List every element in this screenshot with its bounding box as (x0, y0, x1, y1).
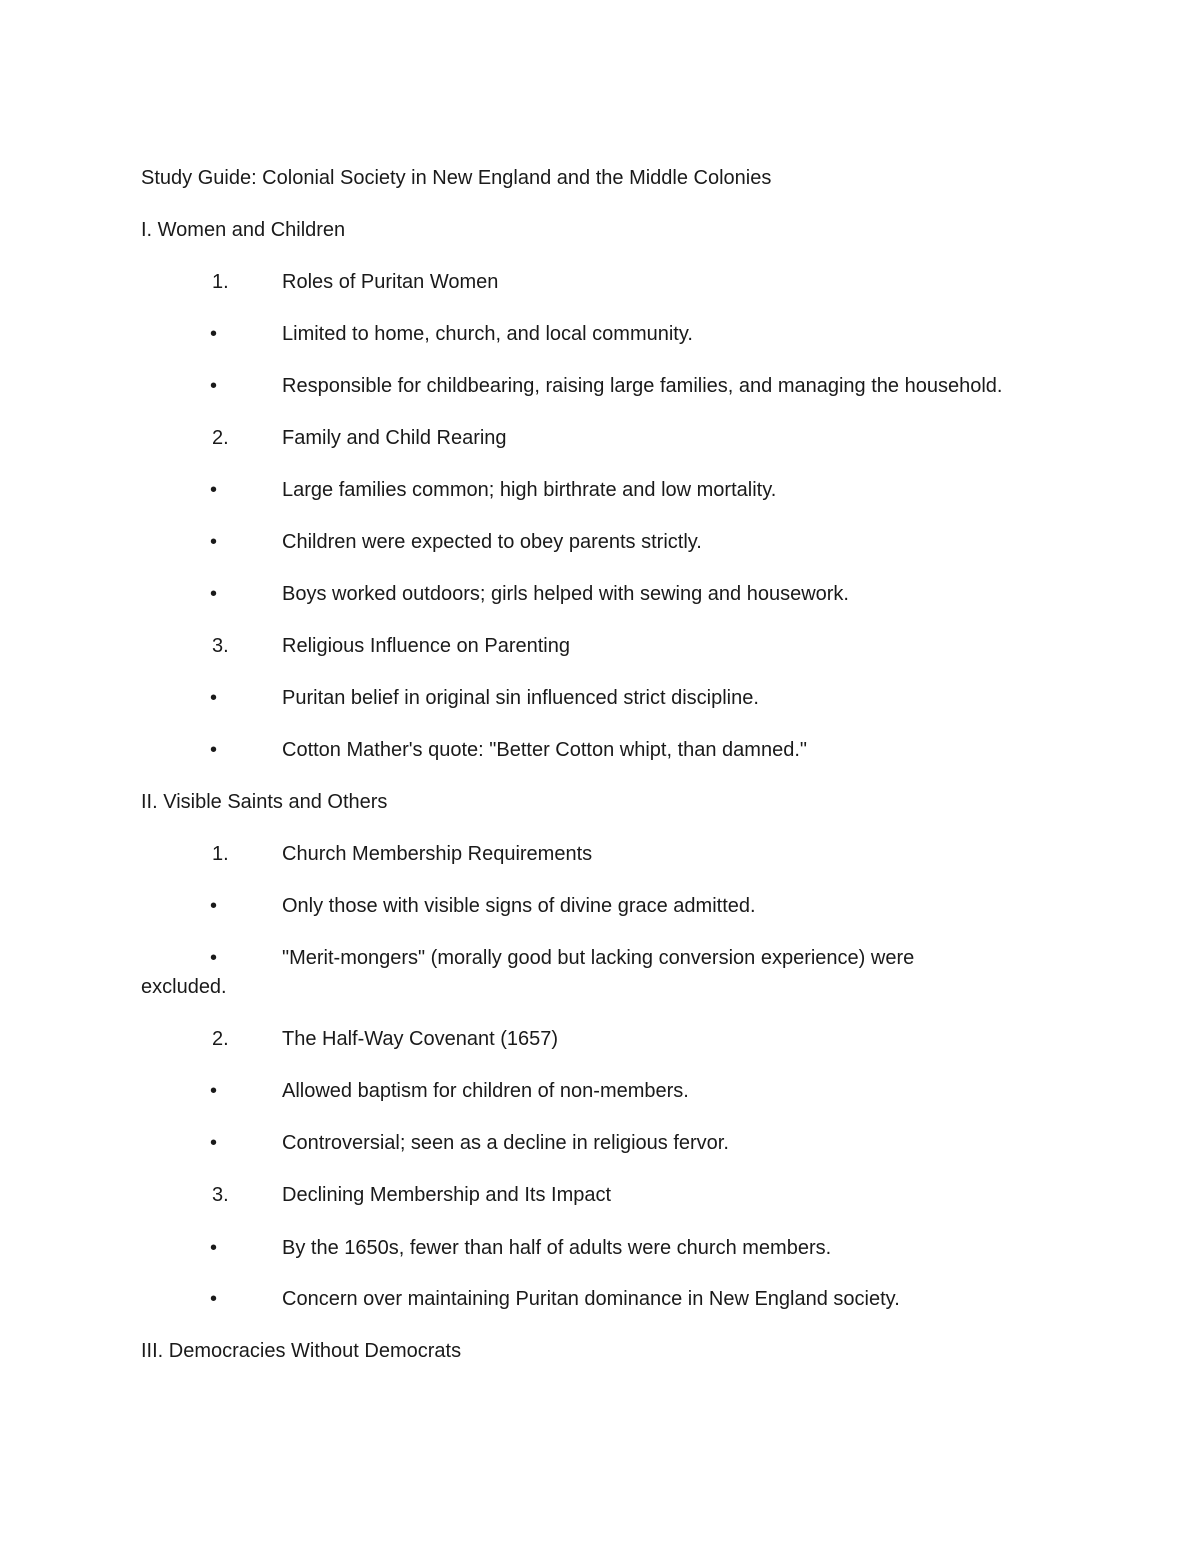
section-heading: I. Women and Children (141, 219, 346, 241)
bullet: • (210, 323, 218, 345)
list-number: 1. (212, 843, 229, 865)
list-item-text: Religious Influence on Parenting (282, 635, 570, 657)
list-item-text: Limited to home, church, and local community. (282, 323, 693, 345)
list-item-text: Allowed baptism for children of non-members. (282, 1080, 689, 1102)
section-heading: III. Democracies Without Democrats (141, 1340, 462, 1362)
bullet: • (210, 375, 218, 397)
bullet: • (210, 583, 218, 605)
bullet: • (210, 1237, 218, 1259)
bullet: • (210, 739, 218, 761)
bullet: • (210, 1080, 218, 1102)
list-item-text: Controversial; seen as a decline in religious fervor. (282, 1132, 729, 1154)
list-item-text: Only those with visible signs of divine grace admitted. (282, 895, 756, 917)
bullet: • (210, 479, 218, 501)
list-item-text: Roles of Puritan Women (282, 271, 499, 293)
list-item-text: Church Membership Requirements (282, 843, 593, 865)
bullet: • (210, 1288, 218, 1310)
bullet: • (210, 531, 218, 553)
list-item-text: "Merit-mongers" (morally good but lacking conversion experience) were (282, 947, 915, 969)
bullet: • (210, 895, 218, 917)
list-item-text: Boys worked outdoors; girls helped with sewing and housework. (282, 583, 849, 605)
list-item-text: Family and Child Rearing (282, 427, 507, 449)
list-item-text: Declining Membership and Its Impact (282, 1184, 612, 1206)
list-number: 2. (212, 1028, 229, 1050)
list-item-text: Large families common; high birthrate and low mortality. (282, 479, 777, 501)
bullet: • (210, 687, 218, 709)
list-item-text: Puritan belief in original sin influenced strict discipline. (282, 687, 759, 709)
bullet: • (210, 947, 218, 969)
list-item-text: Responsible for childbearing, raising large families, and managing the household. (282, 375, 1003, 397)
list-item-text: Concern over maintaining Puritan dominance in New England society. (282, 1288, 900, 1310)
list-number: 1. (212, 271, 229, 293)
list-number: 3. (212, 635, 229, 657)
document-title: Study Guide: Colonial Society in New England and the Middle Colonies (141, 167, 772, 189)
list-item-text: Cotton Mather's quote: "Better Cotton whipt, than damned." (282, 739, 807, 761)
list-item-text: By the 1650s, fewer than half of adults were church members. (282, 1237, 832, 1259)
list-item-continuation: excluded. (141, 976, 227, 998)
list-number: 2. (212, 427, 229, 449)
list-item-text: Children were expected to obey parents strictly. (282, 531, 702, 553)
list-number: 3. (212, 1184, 229, 1206)
list-item-text: The Half-Way Covenant (1657) (282, 1028, 559, 1050)
bullet: • (210, 1132, 218, 1154)
section-heading: II. Visible Saints and Others (141, 791, 388, 813)
